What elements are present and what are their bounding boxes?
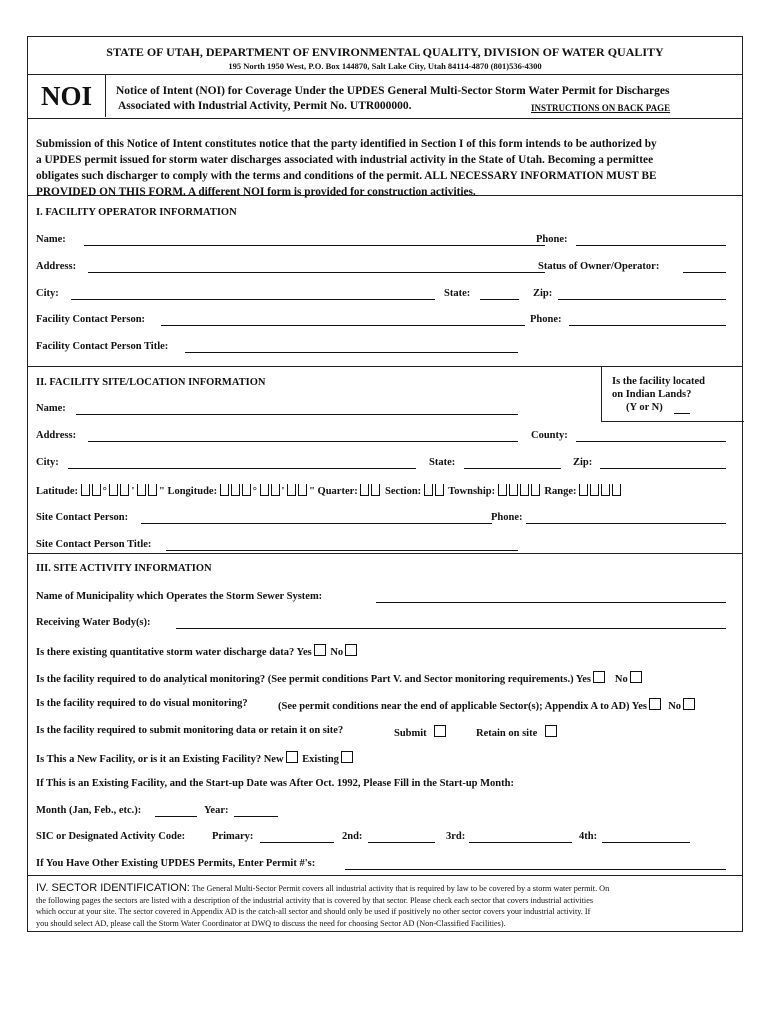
indian-lands-question: Is the facility located xyxy=(612,376,706,387)
new-facility-label: Is This a New Facility, or is it an Existing Facility? New xyxy=(36,754,284,765)
longitude-cell[interactable] xyxy=(231,484,240,496)
intro-paragraph xyxy=(36,136,657,200)
site-address-field[interactable] xyxy=(88,430,518,442)
operator-state-field[interactable] xyxy=(480,288,519,300)
submit-label: Submit xyxy=(394,728,427,739)
divider xyxy=(28,74,742,75)
site-name-field[interactable] xyxy=(76,403,518,415)
site-contact-field[interactable] xyxy=(141,512,492,524)
section-4-text: the following pages the sectors are listed with a description of the industrial activity that is covered by that sector. Please check each sector that covers industrial activities xyxy=(36,895,594,905)
site-phone-field[interactable] xyxy=(526,512,726,524)
agency-address: 195 North 1950 West, P.O. Box 144870, Salt Lake City, Utah 84114-4870 (801)536-4300 xyxy=(228,61,542,71)
no-label: No xyxy=(330,647,344,658)
retain-checkbox[interactable] xyxy=(545,725,557,737)
site-contact-title-label: Site Contact Person Title: xyxy=(36,539,152,550)
quarter-cell[interactable] xyxy=(360,484,369,496)
coordinates-row xyxy=(36,484,623,497)
degree-mark: ° xyxy=(252,486,257,497)
operator-city-label: City: xyxy=(36,288,59,299)
section-4-heading: IV. SECTOR IDENTIFICATION: xyxy=(36,882,190,894)
sic-2nd-label: 2nd: xyxy=(342,831,363,842)
site-zip-field[interactable] xyxy=(600,457,726,469)
facility-contact-label: Facility Contact Person: xyxy=(36,314,146,325)
range-cell[interactable] xyxy=(612,484,621,496)
facility-contact-phone-field[interactable] xyxy=(569,314,726,326)
indian-lands-box xyxy=(601,366,744,422)
indian-lands-question: on Indian Lands? xyxy=(612,389,692,400)
other-permits-field[interactable] xyxy=(345,858,726,870)
visual-monitoring-question: Is the facility required to do visual monitoring? xyxy=(36,698,248,709)
startup-month-label: Month (Jan, Feb., etc.): xyxy=(36,805,142,816)
municipality-label: Name of Municipality which Operates the Storm Sewer System: xyxy=(36,591,323,602)
divider xyxy=(28,553,742,554)
visual-no-checkbox[interactable] xyxy=(683,698,695,710)
owner-status-field[interactable] xyxy=(683,261,726,273)
submit-option xyxy=(394,725,448,739)
intro-line: PROVIDED ON THIS FORM. A different NOI form is provided for construction activities. xyxy=(36,186,476,198)
existing-data-label: Is there existing quantitative storm water discharge data? Yes xyxy=(36,647,312,658)
divider xyxy=(28,118,742,119)
section-4-text: The General Multi-Sector Permit covers all industrial activity that is required by law to be covered by a storm water permit. On xyxy=(191,884,610,893)
instructions-link[interactable]: INSTRUCTIONS ON BACK PAGE xyxy=(531,103,671,113)
sic-3rd-label: 3rd: xyxy=(446,831,466,842)
owner-status-label: Status of Owner/Operator: xyxy=(538,261,660,272)
facility-contact-title-field[interactable] xyxy=(185,341,518,353)
receiving-water-label: Receiving Water Body(s): xyxy=(36,617,151,628)
analytical-monitoring-question xyxy=(36,671,644,685)
longitude-label: Longitude: xyxy=(167,486,218,497)
noi-form xyxy=(27,36,743,932)
section-1-heading: I. FACILITY OPERATOR INFORMATION xyxy=(36,207,237,218)
latitude-cell[interactable] xyxy=(81,484,90,496)
latitude-cell[interactable] xyxy=(120,484,129,496)
agency-title: STATE OF UTAH, DEPARTMENT OF ENVIRONMENTAL QUALITY, DIVISION OF WATER QUALITY xyxy=(106,45,664,59)
divider xyxy=(28,875,742,876)
quarter-cell[interactable] xyxy=(371,484,380,496)
section-4-text: you should select AD, please call the Storm Water Coordinator at DWQ to discuss the need for choosing Sector AD (Non-Classified Facilities). xyxy=(36,918,506,928)
range-label: Range: xyxy=(544,486,577,497)
intro-line: Submission of this Notice of Intent constitutes notice that the party identified in Section I of this form intends to be authorized by xyxy=(36,138,657,150)
indian-lands-field[interactable] xyxy=(674,402,690,414)
site-county-field[interactable] xyxy=(576,430,726,442)
township-label: Township: xyxy=(448,486,496,497)
existing-data-question xyxy=(36,644,359,658)
new-facility-checkbox[interactable] xyxy=(286,751,298,763)
site-name-label: Name: xyxy=(36,403,66,414)
submit-data-question: Is the facility required to submit monitoring data or retain it on site? xyxy=(36,725,344,736)
section-cell[interactable] xyxy=(424,484,433,496)
intro-line: obligates such discharger to comply with the terms and conditions of the permit. ALL NECESSARY INFORMATION MUST BE xyxy=(36,170,657,182)
municipality-field[interactable] xyxy=(376,591,726,603)
section-4-paragraph xyxy=(36,883,740,929)
sic-primary-label: Primary: xyxy=(212,831,254,842)
section-4-text: which occur at your site. The sector covered in Appendix AD is the catch-all sector and should only be used if positively no other sector covers your industrial activity. If xyxy=(36,907,591,916)
noi-label: NOI xyxy=(28,75,106,117)
sic-2nd-field[interactable] xyxy=(368,831,435,843)
no-label: No xyxy=(668,701,682,712)
analytical-monitoring-label: Is the facility required to do analytical monitoring? (See permit conditions Part V. and Sector monitoring requirements.) Yes xyxy=(36,674,592,685)
section-cell[interactable] xyxy=(435,484,444,496)
quarter-label: Quarter: xyxy=(317,486,358,497)
range-cell[interactable] xyxy=(579,484,588,496)
sic-4th-field[interactable] xyxy=(602,831,690,843)
existing-data-yes-checkbox[interactable] xyxy=(314,644,326,656)
retain-label: Retain on site xyxy=(476,728,538,739)
township-cell[interactable] xyxy=(498,484,507,496)
visual-yes-checkbox[interactable] xyxy=(649,698,661,710)
no-label: No xyxy=(614,674,628,685)
operator-state-label: State: xyxy=(444,288,471,299)
startup-year-field[interactable] xyxy=(234,805,278,817)
site-contact-title-field[interactable] xyxy=(166,539,518,551)
startup-year-label: Year: xyxy=(204,805,229,816)
sic-primary-field[interactable] xyxy=(260,831,334,843)
longitude-cell[interactable] xyxy=(220,484,229,496)
latitude-cell[interactable] xyxy=(137,484,146,496)
longitude-cell[interactable] xyxy=(287,484,296,496)
existing-data-no-checkbox[interactable] xyxy=(345,644,357,656)
site-zip-label: Zip: xyxy=(573,457,593,468)
existing-facility-label: Existing xyxy=(302,754,339,765)
retain-option xyxy=(476,725,559,739)
visual-monitoring-options xyxy=(278,698,697,712)
range-cell[interactable] xyxy=(601,484,610,496)
operator-address-field[interactable] xyxy=(88,261,545,273)
latitude-cell[interactable] xyxy=(148,484,157,496)
operator-phone-label: Phone: xyxy=(536,234,568,245)
latitude-label: Latitude: xyxy=(36,486,78,497)
longitude-cell[interactable] xyxy=(242,484,251,496)
site-city-field[interactable] xyxy=(68,457,416,469)
operator-name-label: Name: xyxy=(36,234,66,245)
form-title-line2: Associated with Industrial Activity, Permit No. UTR000000. xyxy=(118,100,412,112)
latitude-cell[interactable] xyxy=(92,484,101,496)
divider xyxy=(28,195,742,196)
site-state-field[interactable] xyxy=(464,457,561,469)
site-phone-label: Phone: xyxy=(491,512,523,523)
operator-address-label: Address: xyxy=(36,261,77,272)
site-address-label: Address: xyxy=(36,430,77,441)
facility-type-question xyxy=(36,751,355,765)
minute-mark: ' xyxy=(131,486,135,497)
township-cell[interactable] xyxy=(520,484,529,496)
indian-lands-yn: (Y or N) xyxy=(626,402,663,413)
sic-4th-label: 4th: xyxy=(579,831,598,842)
submit-checkbox[interactable] xyxy=(434,725,446,737)
longitude-cell[interactable] xyxy=(271,484,280,496)
township-cell[interactable] xyxy=(509,484,518,496)
site-state-label: State: xyxy=(429,457,456,468)
analytical-no-checkbox[interactable] xyxy=(630,671,642,683)
sic-3rd-field[interactable] xyxy=(469,831,572,843)
facility-contact-phone-label: Phone: xyxy=(530,314,562,325)
startup-month-field[interactable] xyxy=(155,805,197,817)
latitude-cell[interactable] xyxy=(109,484,118,496)
site-city-label: City: xyxy=(36,457,59,468)
facility-contact-title-label: Facility Contact Person Title: xyxy=(36,341,169,352)
site-contact-label: Site Contact Person: xyxy=(36,512,129,523)
existing-facility-checkbox[interactable] xyxy=(341,751,353,763)
longitude-cell[interactable] xyxy=(260,484,269,496)
second-mark: " xyxy=(309,486,315,497)
receiving-water-field[interactable] xyxy=(176,617,726,629)
range-cell[interactable] xyxy=(590,484,599,496)
other-permits-label: If You Have Other Existing UPDES Permits, Enter Permit #'s: xyxy=(36,858,316,869)
operator-zip-field[interactable] xyxy=(558,288,726,300)
visual-monitoring-note: (See permit conditions near the end of applicable Sector(s); Appendix A to AD) Yes xyxy=(278,701,647,712)
analytical-yes-checkbox[interactable] xyxy=(593,671,605,683)
section-3-heading: III. SITE ACTIVITY INFORMATION xyxy=(36,563,212,574)
facility-contact-field[interactable] xyxy=(161,314,525,326)
operator-city-field[interactable] xyxy=(71,288,435,300)
longitude-cell[interactable] xyxy=(298,484,307,496)
township-cell[interactable] xyxy=(531,484,540,496)
operator-name-field[interactable] xyxy=(84,234,545,246)
startup-instruction: If This is an Existing Facility, and the Start-up Date was After Oct. 1992, Please Fill in the Start-up Month: xyxy=(36,778,514,789)
sic-label: SIC or Designated Activity Code: xyxy=(36,831,186,842)
section-2-heading: II. FACILITY SITE/LOCATION INFORMATION xyxy=(36,377,266,388)
operator-zip-label: Zip: xyxy=(533,288,553,299)
second-mark: " xyxy=(159,486,165,497)
operator-phone-field[interactable] xyxy=(576,234,726,246)
section-label: Section: xyxy=(385,486,422,497)
minute-mark: ' xyxy=(281,486,285,497)
form-title-line1: Notice of Intent (NOI) for Coverage Under the UPDES General Multi-Sector Storm Water Permit for Discharges xyxy=(116,85,670,97)
intro-line: a UPDES permit issued for storm water discharges associated with industrial activity in the State of Utah. Becoming a permittee xyxy=(36,154,654,166)
degree-mark: ° xyxy=(102,486,107,497)
site-county-label: County: xyxy=(531,430,568,441)
